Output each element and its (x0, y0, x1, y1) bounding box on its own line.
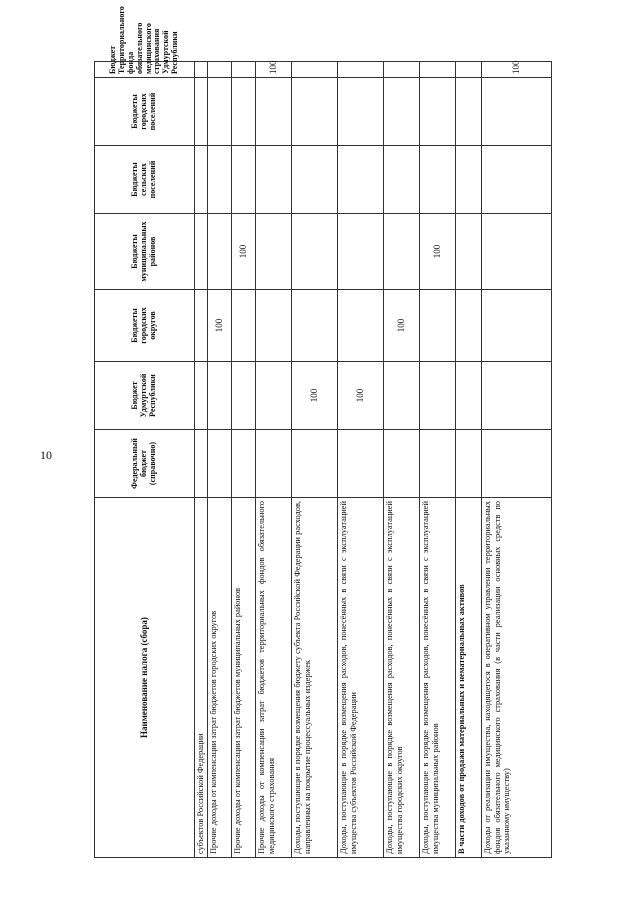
tax-distribution-table (94, 6, 552, 858)
row-percent-cell (255, 290, 291, 362)
row-percent-cell (207, 430, 231, 498)
table-row (291, 62, 337, 858)
header-city-districts: Бюджеты городских округов (95, 290, 195, 362)
header-rural-settlements: Бюджеты сельских поселений (95, 146, 195, 214)
row-percent-cell (419, 290, 455, 362)
table-row (255, 62, 291, 858)
row-percent-cell: 100 (231, 214, 255, 290)
row-percent-cell (419, 146, 455, 214)
row-percent-cell (383, 430, 419, 498)
row-percent-cell (455, 430, 481, 498)
row-percent-cell (419, 62, 455, 78)
row-percent-cell (255, 214, 291, 290)
header-municipal-districts: Бюджеты муниципальных районов (95, 214, 195, 290)
row-percent-cell (195, 62, 208, 78)
row-percent-cell (207, 78, 231, 146)
row-tax-name: Прочие доходы от компенсации затрат бюджетов муниципальных районов (231, 498, 255, 858)
row-percent-cell (207, 62, 231, 78)
row-percent-cell (195, 290, 208, 362)
table-row (207, 62, 231, 858)
row-tax-name: Доходы, поступающие в порядке возмещения расходов, понесённых в связи с эксплуатацией имущества субъектов Российской Федерации (337, 498, 383, 858)
row-tax-name: субъектов Российской Федерации (195, 498, 208, 858)
row-percent-cell: 100 (291, 362, 337, 430)
table-row (419, 62, 455, 858)
row-percent-cell (455, 290, 481, 362)
row-percent-cell (231, 362, 255, 430)
rotated-table-container (94, 6, 570, 858)
header-federal-budget: Федеральный бюджет (справочно) (95, 430, 195, 498)
row-percent-cell (291, 146, 337, 214)
table-row (481, 62, 551, 858)
row-percent-cell (255, 146, 291, 214)
row-tax-name: Доходы от реализации имущества, находящегося в оперативном управлении территориальных фондов обязательного медицинского страхования (в части реализации основных средств по указанному имуществу) (481, 498, 551, 858)
row-percent-cell (383, 78, 419, 146)
row-percent-cell (255, 78, 291, 146)
row-percent-cell (231, 430, 255, 498)
row-tax-name: Доходы, поступающие в порядке возмещения расходов, понесённых в связи с эксплуатацией имущества муниципальных районов (419, 498, 455, 858)
row-percent-cell (207, 362, 231, 430)
row-percent-cell (231, 290, 255, 362)
row-percent-cell (481, 430, 551, 498)
row-percent-cell (419, 78, 455, 146)
row-percent-cell (383, 362, 419, 430)
table-header-row (95, 62, 195, 858)
row-percent-cell (207, 146, 231, 214)
row-percent-cell (481, 214, 551, 290)
header-urban-settlements: Бюджеты городских поселений (95, 78, 195, 146)
table-row (337, 62, 383, 858)
row-percent-cell (231, 146, 255, 214)
row-percent-cell: 100 (481, 62, 551, 78)
row-percent-cell (481, 362, 551, 430)
row-percent-cell: 100 (255, 62, 291, 78)
row-percent-cell (195, 362, 208, 430)
row-percent-cell (231, 62, 255, 78)
row-percent-cell (337, 430, 383, 498)
row-percent-cell (291, 62, 337, 78)
row-percent-cell (455, 214, 481, 290)
row-percent-cell (481, 146, 551, 214)
table-row (195, 62, 208, 858)
row-percent-cell (337, 146, 383, 214)
row-percent-cell (337, 290, 383, 362)
row-percent-cell: 100 (383, 290, 419, 362)
header-tax-name: Наименование налога (сбора) (95, 498, 195, 858)
row-tax-name: Доходы, поступающие в порядке возмещения расходов, понесённых в связи с эксплуатацией имущества городских округов (383, 498, 419, 858)
table-row (231, 62, 255, 858)
row-percent-cell (291, 214, 337, 290)
row-percent-cell (481, 290, 551, 362)
page-number: 10 (40, 448, 52, 462)
row-tax-name: Доходы, поступающие в порядке возмещения бюджету субъекта Российской Федерации расходов, направленных на покрытие процессуальных издержек (291, 498, 337, 858)
row-percent-cell (291, 290, 337, 362)
row-percent-cell (207, 214, 231, 290)
row-percent-cell: 100 (207, 290, 231, 362)
row-percent-cell (337, 78, 383, 146)
row-percent-cell (231, 78, 255, 146)
header-territorial-fund: Бюджет Территориального фонда обязательного медицинского страхования Удмуртской Республики (95, 62, 195, 78)
table-row (455, 62, 481, 858)
row-percent-cell (383, 146, 419, 214)
row-tax-name: Прочие доходы от компенсации затрат бюджетов территориальных фондов обязательного медицинского страхования (255, 498, 291, 858)
row-percent-cell: 100 (419, 214, 455, 290)
row-percent-cell (195, 214, 208, 290)
row-percent-cell (195, 430, 208, 498)
row-percent-cell (291, 78, 337, 146)
row-percent-cell (195, 78, 208, 146)
row-percent-cell (419, 430, 455, 498)
row-percent-cell (455, 78, 481, 146)
table-body (195, 62, 552, 858)
table-row (383, 62, 419, 858)
row-percent-cell (337, 62, 383, 78)
row-tax-name: В части доходов от продажи материальных и нематериальных активов (455, 498, 481, 858)
row-percent-cell (195, 146, 208, 214)
row-tax-name: Прочие доходы от компенсации затрат бюджетов городских округов (207, 498, 231, 858)
row-percent-cell (481, 78, 551, 146)
row-percent-cell (455, 62, 481, 78)
row-percent-cell (419, 362, 455, 430)
row-percent-cell (383, 214, 419, 290)
row-percent-cell (455, 362, 481, 430)
row-percent-cell (383, 62, 419, 78)
row-percent-cell (337, 214, 383, 290)
header-republic-budget: Бюджет Удмуртской Республики (95, 362, 195, 430)
row-percent-cell (255, 362, 291, 430)
row-percent-cell (291, 430, 337, 498)
row-percent-cell (455, 146, 481, 214)
row-percent-cell (255, 430, 291, 498)
row-percent-cell: 100 (337, 362, 383, 430)
